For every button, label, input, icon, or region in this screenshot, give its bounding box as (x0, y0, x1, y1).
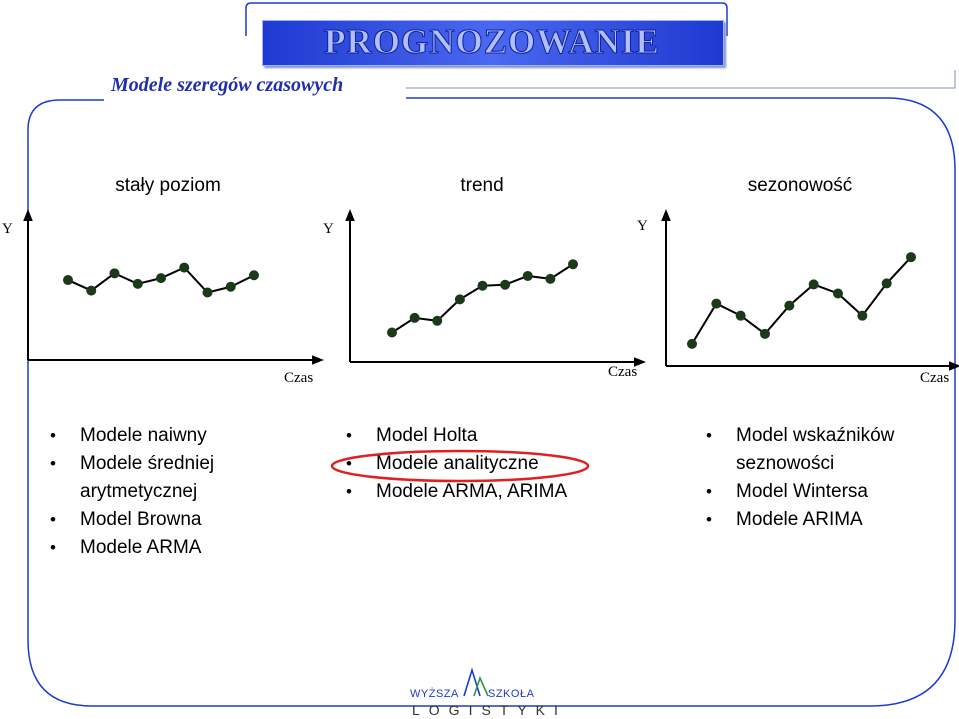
pattern-label-level: stały poziom (115, 175, 221, 196)
data-point (833, 288, 843, 298)
data-point (523, 271, 533, 281)
data-point (784, 301, 794, 311)
model-item: • Modele średniej arytmetycznej (46, 450, 286, 506)
model-item: • Model Browna (46, 506, 286, 534)
x-axis-label-level: Czas (284, 370, 314, 386)
data-point (110, 268, 120, 278)
data-point (500, 280, 510, 290)
models-list-trend (342, 422, 632, 506)
logo-text-logistyki: LOGISTYKI (412, 702, 567, 718)
logo-text-szkola: SZKOŁA (488, 688, 535, 700)
data-point (63, 275, 73, 285)
data-point (687, 339, 697, 349)
pattern-label-seasonality: sezonowość (747, 175, 853, 196)
data-point (545, 274, 555, 284)
data-point (455, 294, 465, 304)
data-point (226, 282, 236, 292)
x-axis-label-trend: Czas (608, 364, 638, 380)
data-point (760, 329, 770, 339)
model-item: • Model Holta (342, 422, 632, 450)
y-axis-label-level: Y (2, 221, 13, 237)
page-subtitle: Modele szeregów czasowych (111, 74, 344, 96)
data-point (478, 281, 488, 291)
chart-seasonality (666, 215, 955, 366)
data-point (857, 311, 867, 321)
data-point (736, 311, 746, 321)
series-line (692, 257, 911, 344)
chart-level (28, 215, 318, 360)
data-point (249, 270, 259, 280)
data-point (809, 279, 819, 289)
logo-text-wyzsza: WYŻSZA (410, 688, 459, 700)
model-item: • Modele naiwny (46, 422, 286, 450)
model-item: • Modele analityczne (342, 450, 632, 478)
model-item: • Modele ARIMA (702, 506, 942, 534)
data-point (711, 299, 721, 309)
x-axis-label-seasonality: Czas (920, 370, 950, 386)
page-title: PROGNOZOWANIE (324, 22, 660, 61)
data-point (156, 273, 166, 283)
data-point (133, 279, 143, 289)
data-point (410, 313, 420, 323)
chart-trend (350, 215, 640, 362)
model-item: • Model wskaźników seznowości (702, 422, 942, 478)
model-item: • Model Wintersa (702, 478, 942, 506)
data-point (387, 328, 397, 338)
data-point (179, 263, 189, 273)
model-item: • Modele ARMA (46, 534, 286, 562)
data-point (86, 286, 96, 296)
models-list-seasonality (702, 422, 942, 534)
y-axis-label-trend: Y (323, 221, 334, 237)
logo-wyzsza-szkola-logistyki (408, 668, 567, 718)
models-list-level (46, 422, 286, 562)
data-point (906, 252, 916, 262)
y-axis-label-seasonality: Y (637, 218, 648, 234)
model-item: • Modele ARMA, ARIMA (342, 478, 632, 506)
data-point (432, 316, 442, 326)
series-line (392, 264, 573, 332)
pattern-label-trend: trend (460, 175, 504, 196)
data-point (203, 288, 213, 298)
data-point (568, 259, 578, 269)
data-point (882, 278, 892, 288)
